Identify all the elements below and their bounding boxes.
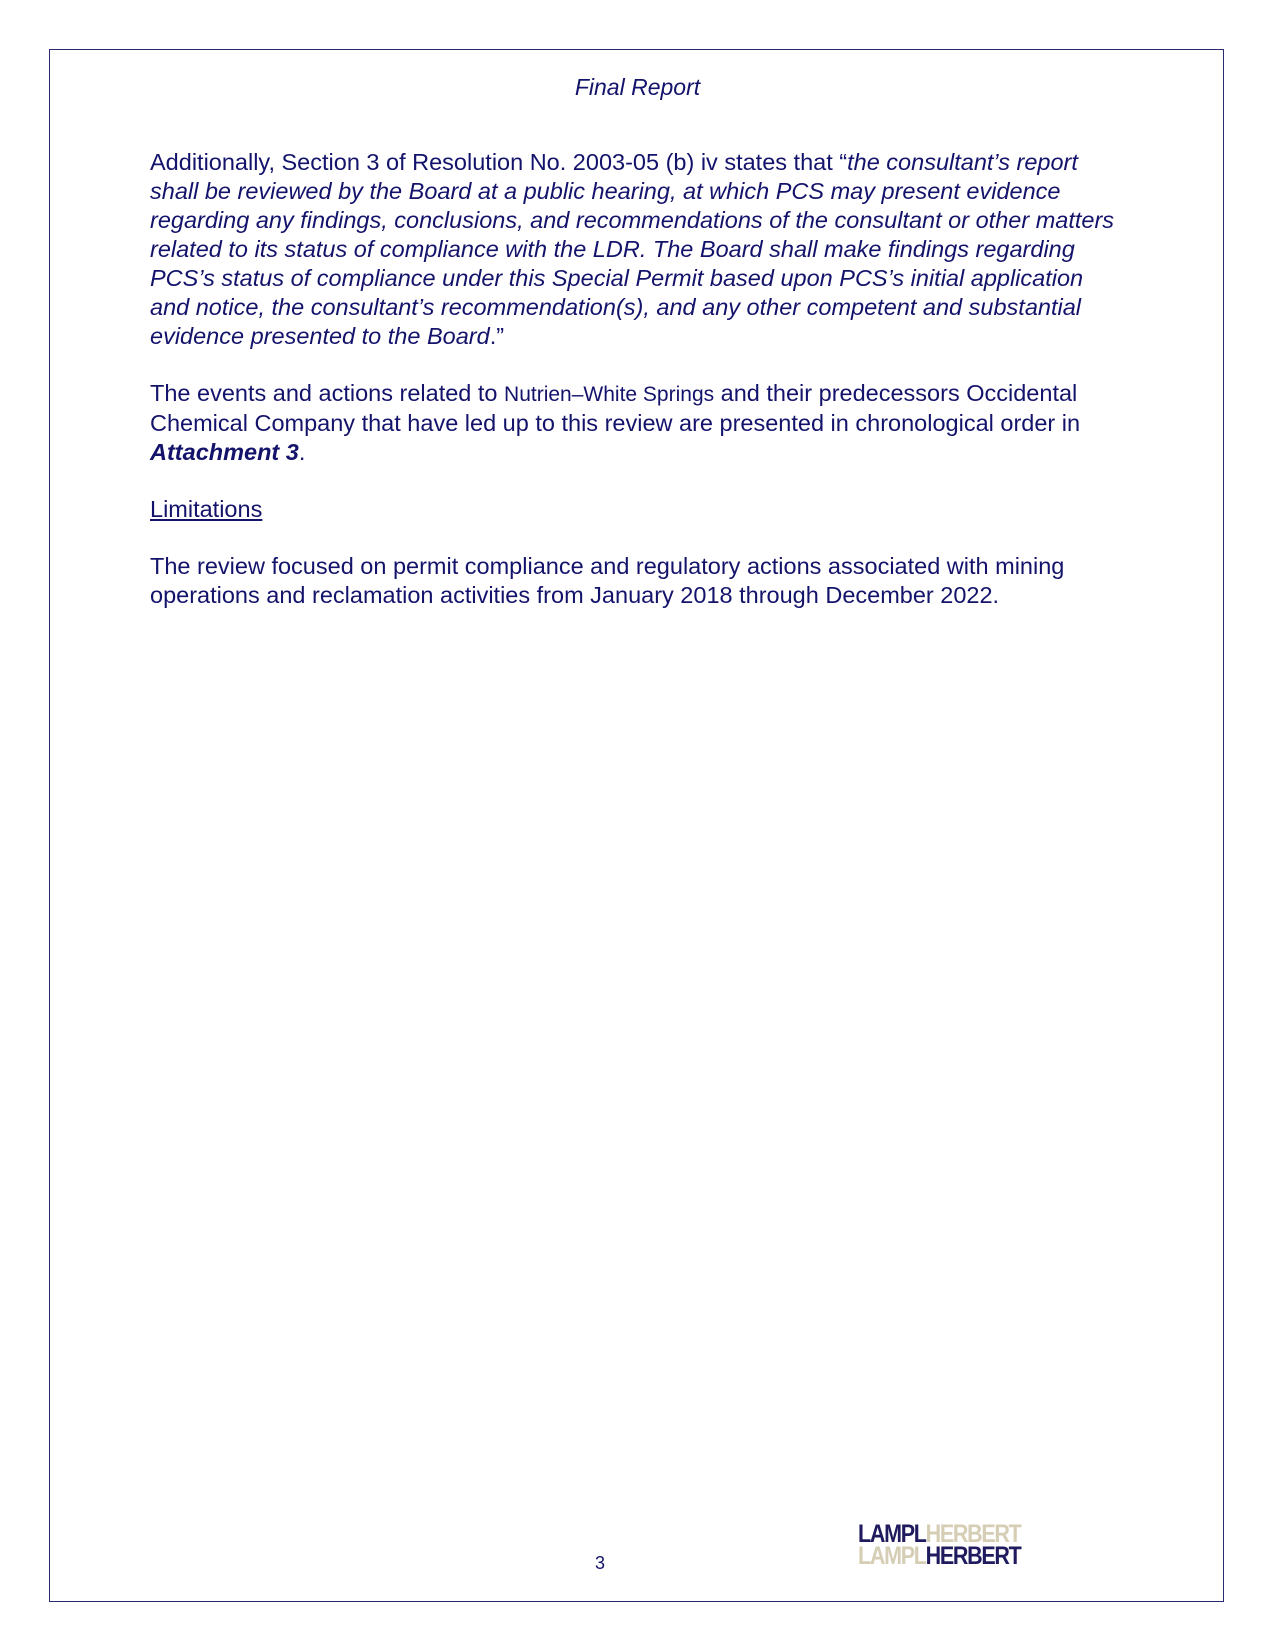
attachment-reference: Attachment 3 [150,439,299,465]
logo-word: HERBERT [925,1542,1021,1570]
document-body [150,148,1125,638]
quote-close: .” [489,323,505,349]
paragraph-limitations: The review focused on permit compliance and regulatory actions associated with mining operations and reclamation activities from January 2018 through December 2022. [150,553,1065,608]
running-header: Final Report [574,74,701,100]
paragraph-end: . [298,439,306,465]
paragraph-middle-text: and their predecessors Occidental Chemical Company that have led up to this review are presented in chronological order in [150,380,1081,436]
logo-word: LAMPL [858,1542,926,1570]
paragraph-events [150,379,1125,467]
logo-word: LAMPL [858,1520,926,1548]
company-name: Nutrien–White Springs [504,383,715,406]
logo-word: HERBERT [925,1520,1021,1548]
page-number: 3 [595,1553,606,1573]
paragraph-resolution-quote [150,148,1125,351]
logo-row-bottom [858,1542,1021,1570]
paragraph-lead-text: The events and actions related to [150,380,505,406]
quoted-resolution-text: the consultant’s report shall be reviewed by the Board at a public hearing, at which PCS may present evidence regarding any findings, conclusions, and recommendations of the consultant or other matters related to its status of compliance with the LDR. The Board shall make findings regarding PCS’s status of compliance under this Special Permit based upon PCS’s initial application and notice, the consultant’s recommendation(s), and any other competent and substantial evidence presented to the Board [150,149,1115,349]
company-logo [858,1520,1021,1570]
section-heading-limitations: Limitations [150,496,263,522]
paragraph-lead-text: Additionally, Section 3 of Resolution No. 2003-05 (b) iv states that “ [150,149,848,175]
